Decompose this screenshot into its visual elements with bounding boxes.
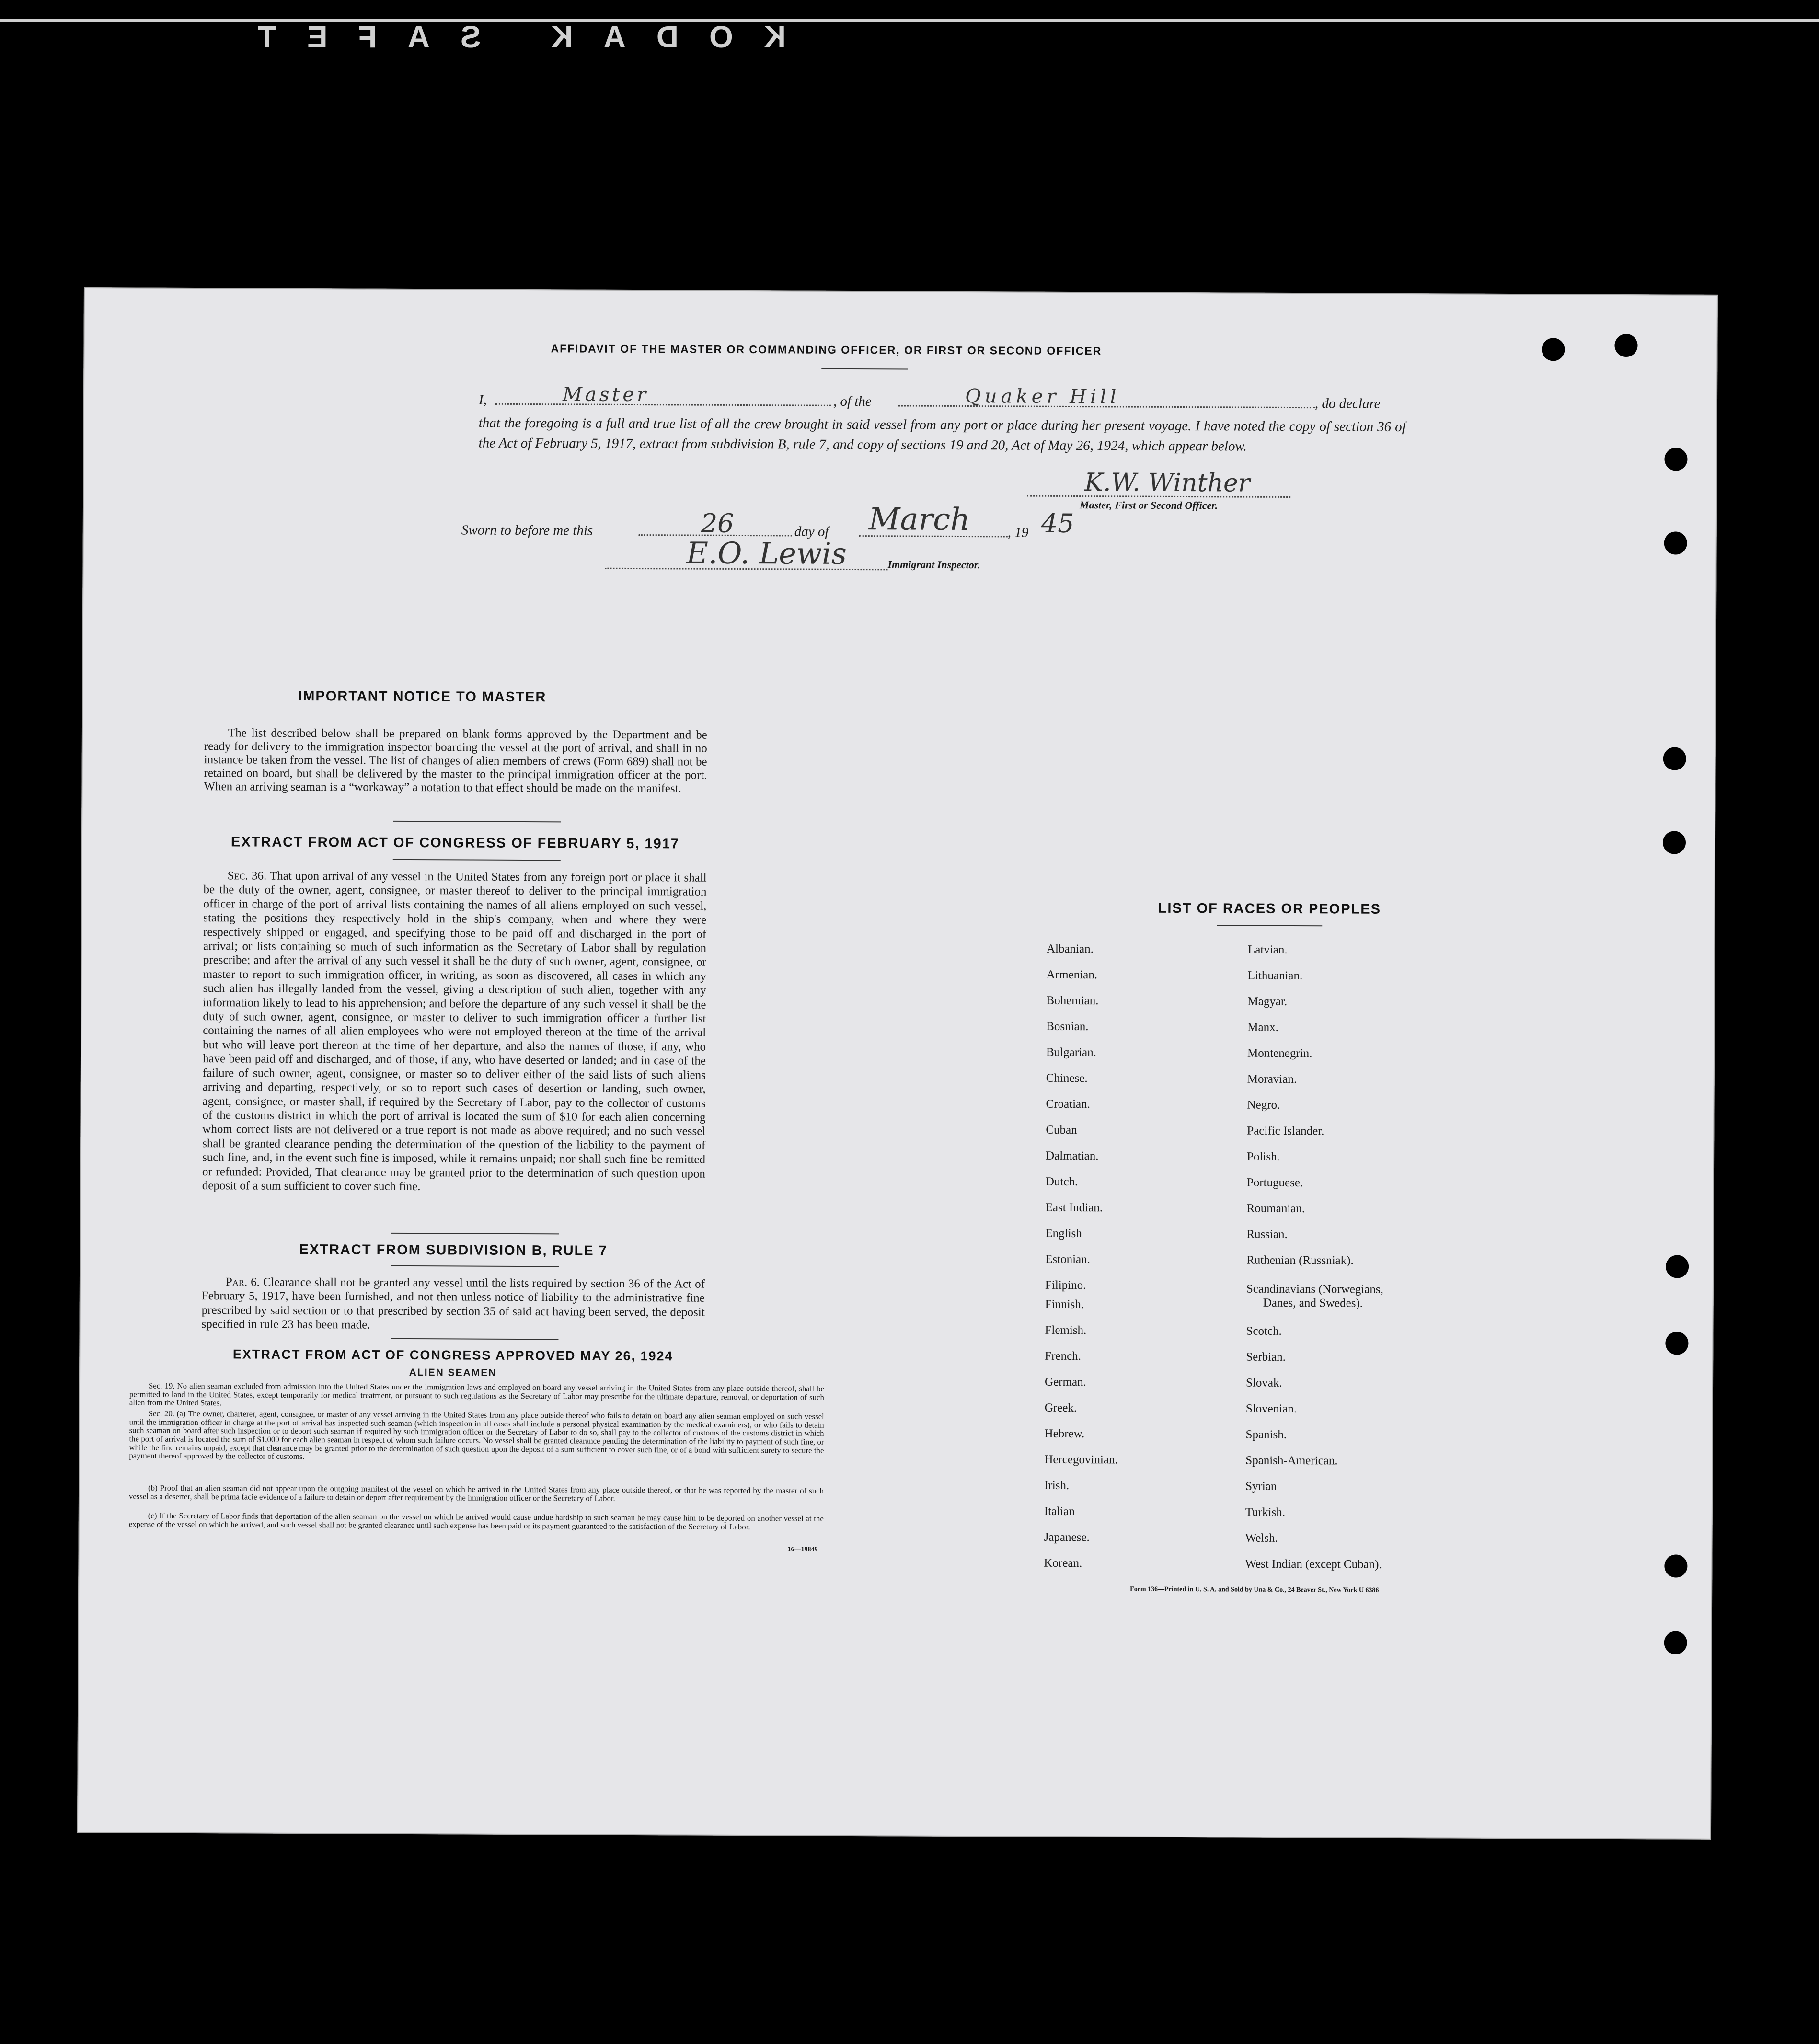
punch-hole [1663, 831, 1686, 854]
rule7-body [201, 1275, 705, 1333]
par6-text: Clearance shall not be granted any vessel until the lists required by section 36 of the Act of February 5, 1917, have been furnished, and not then unless notice of liability to the administrative fine prescribed by said section or to that prescribed by section 35 of said act having been served, the deposit specified in rule 23 has been made. [201, 1275, 705, 1332]
race-left: Albanian. [1046, 942, 1094, 956]
printer-footer: Form 136—Printed in U. S. A. and Sold by Una & Co., 24 Beaver St., New York U 6386 [1130, 1585, 1379, 1594]
race-left: English [1045, 1227, 1082, 1240]
extract-1924-subtitle: ALIEN SEAMEN [409, 1366, 497, 1378]
sec36-label: Sec. 36. [227, 869, 267, 883]
race-right: Danes, and Swedes). [1263, 1296, 1363, 1310]
race-left: Greek. [1044, 1401, 1077, 1415]
race-left: Italian [1044, 1504, 1075, 1518]
race-right: Lithuanian. [1247, 969, 1303, 983]
race-right: Turkish. [1245, 1505, 1286, 1519]
sworn-day: 26 [701, 508, 734, 539]
divider [1217, 925, 1322, 926]
race-right: Manx. [1247, 1021, 1278, 1034]
notice-body: The list described below shall be prepared on blank forms approved by the Department and be ready for delivery to the immigration inspector boarding the vessel at the port of arrival, and shall in no instance be taken from the vessel. The list of changes of alien members of crews (Form 689) shall not be retained on board, but shall be delivered by the master to the principal immigration officer at the port. When an arriving seaman is a “workaway” a notation to that effect should be made on the manifest. [204, 726, 707, 795]
race-right: Magyar. [1247, 995, 1288, 1008]
race-right: Spanish. [1245, 1428, 1287, 1441]
punch-hole [1664, 448, 1687, 471]
races-title: LIST OF RACES OR PEOPLES [1158, 900, 1382, 917]
race-left: Japanese. [1044, 1530, 1090, 1544]
punch-hole [1664, 1554, 1687, 1577]
race-left: Flemish. [1045, 1323, 1087, 1337]
race-right: Pacific Islander. [1247, 1124, 1324, 1138]
rule7-title: EXTRACT FROM SUBDIVISION B, RULE 7 [299, 1241, 608, 1259]
race-left: French. [1045, 1349, 1082, 1363]
race-left: Dalmatian. [1046, 1149, 1099, 1163]
extract-1924-title: EXTRACT FROM ACT OF CONGRESS APPROVED MAY 26, 1924 [232, 1347, 673, 1364]
sworn-mid: day of [794, 524, 829, 540]
sworn-month: March [868, 502, 970, 538]
race-left: Hercegovinian. [1044, 1453, 1118, 1467]
affidavit-title: AFFIDAVIT OF THE MASTER OR COMMANDING OFFICER, OR FIRST OR SECOND OFFICER [551, 342, 1102, 357]
race-left: Irish. [1044, 1479, 1070, 1492]
race-left: Bohemian. [1046, 994, 1099, 1008]
affidavit-section [84, 287, 1718, 571]
race-right: Slovenian. [1245, 1402, 1297, 1416]
punch-hole [1663, 747, 1686, 770]
signature-caption: Master, First or Second Officer. [1079, 499, 1218, 512]
race-right: Latvian. [1247, 943, 1288, 956]
race-right: Serbian. [1246, 1350, 1286, 1364]
inspector-caption: Immigrant Inspector. [887, 558, 980, 571]
par6-label: Par. 6. [225, 1275, 260, 1289]
race-right: Syrian [1245, 1480, 1277, 1493]
film-edge-text: KODAK SAFET [227, 20, 786, 54]
notice-title: IMPORTANT NOTICE TO MASTER [298, 688, 547, 705]
race-right: Scotch. [1246, 1324, 1282, 1338]
line1-suffix: , do declare [1314, 396, 1381, 412]
race-right: Russian. [1246, 1228, 1288, 1241]
race-left: Bosnian. [1046, 1020, 1089, 1033]
punch-hole [1664, 1631, 1687, 1654]
race-left: Hebrew. [1044, 1427, 1085, 1441]
sworn-year: 45 [1041, 508, 1074, 539]
race-left: Bulgarian. [1046, 1045, 1096, 1059]
divider [393, 821, 561, 823]
race-right: Moravian. [1247, 1072, 1297, 1086]
punch-hole [1614, 334, 1637, 357]
race-right: Roumanian. [1246, 1202, 1305, 1216]
divider [393, 859, 561, 861]
punch-hole [1665, 1332, 1688, 1355]
race-right: Montenegrin. [1247, 1046, 1312, 1060]
line1-mid: , of the [833, 393, 872, 410]
punch-hole [1666, 1255, 1689, 1278]
race-right: West Indian (except Cuban). [1245, 1557, 1382, 1571]
extract-1917-body [202, 869, 707, 1195]
vessel-handwritten: Quaker Hill [965, 385, 1120, 408]
name-blank [495, 403, 831, 406]
sec36-text: That upon arrival of any vessel in the United States from any foreign port or place it shall be the duty of the owner, agent, consignee, or master thereof to deliver to the principal immigration officer in charge of the port of arrival lists containing the names of all aliens employed on such vessel, stating the positions they respectively hold in the ship's company, when and where they were respectively shipped or engaged, and specifying those to be paid off and discharged in the port of arrival; or lists containing so much of such information as the Secretary of Labor shall by regulation prescribe; and after the arrival of any such vessel it shall be the duty of such owner, agent, consignee, or master to report to such immigration officer, in writing, as soon as discovered, all cases in which any such alien has illegally landed from the vessel, giving a description of such alien, together with any information likely to lead to his apprehension; and before the departure of any such vessel it shall be the duty of such owner, agent, consignee, or master to deliver to such immigration officer a further list containing the names of all alien employees who were not employed thereon at the time of the arrival but who will leave port thereon at the time of her departure, and also the names of those, if any, who have been paid off and discharged, and of those, if any, who have deserted or landed; and in case of the failure of such owner, agent, consignee, or master so to deliver either of the said lists of such aliens arriving and departing, respectively, or so to report such cases of desertion or landing, such owner, agent, consignee, or master shall, if required by the Secretary of Labor, pay to the collector of customs of the customs district in which the port of arrival is located the sum of $10 for each alien concerning whom correct lists are not delivered or a true report is not made as above required; and no such vessel shall be granted clearance pending the determination of the question of the liability to the payment of such fine, and, in the event such fine is imposed, while it remains unpaid; nor shall such fine be remitted or refunded: Provided, That clearance may be granted prior to the determination of such question upon deposit of a sum sufficient to cover such fine. [202, 869, 707, 1194]
divider [391, 1265, 559, 1267]
race-left: Cuban [1046, 1123, 1077, 1137]
race-right: Spanish-American. [1245, 1454, 1338, 1468]
race-left: German. [1044, 1375, 1086, 1389]
race-left: Filipino. [1045, 1278, 1086, 1292]
sec19-text: Sec. 19. No alien seaman excluded from admission into the United States under the immigration laws and employed on board any vessel arriving in the United States from any place outside thereof, shall be permitted to land in the United States, except temporarily for medical treatment, or pursuant to such regulations as the Secretary of Labor may prescribe for the ultimate departure, removal, or deportation of such alien from the United States. [129, 1381, 825, 1408]
race-left: Korean. [1044, 1556, 1082, 1570]
sec20a-text: Sec. 20. (a) The owner, charterer, agent, consignee, or master of any vessel arriving in the United States from any place outside thereof who fails to detain on board any alien seaman employed on such vessel until the immigration officer in charge at the port of arrival has inspected such seaman (which inspection in all cases shall include a personal physical examination by the medical examiners), or who fails to detain such seaman on board after such inspection or to deport such seaman if required by such immigration officer or the Secretary of Labor to do so, shall pay to the collector of customs of the customs district in which the port of arrival is located the sum of $1,000 for each alien seaman in respect of whom such failure occurs. No vessel shall be granted clearance pending the determination of the liability to payment of such fine, or while the fine remains unpaid, except that clearance may be granted prior to the determination of such question upon the deposit of a sum sufficient to cover such fine, or of a bond with sufficient surety to secure the payment thereof approved by the collector of customs. [129, 1409, 824, 1461]
race-right: Slovak. [1245, 1376, 1282, 1389]
document-sheet [77, 287, 1718, 1840]
sec20b-text: (b) Proof that an alien seaman did not appear upon the outgoing manifest of the vessel on which he arrived in the United States from any place outside thereof, or that he was reported by the master of such vessel as a deserter, shall be prima facie evidence of a failure to detain or deport after requirement by the immigration officer or the Secretary of Labor. [128, 1483, 824, 1503]
divider [391, 1233, 559, 1235]
punch-hole [1542, 338, 1565, 361]
race-right: Welsh. [1245, 1531, 1278, 1545]
inspector-signature: E.O. Lewis [686, 535, 847, 571]
race-left: Chinese. [1046, 1071, 1088, 1085]
race-right: Scandinavians (Norwegians, [1246, 1282, 1384, 1296]
line1-prefix: I, [478, 392, 487, 408]
sec20c-text: (c) If the Secretary of Labor finds that deportation of the alien seaman on the vessel on which he arrived would cause undue hardship to such seaman he may cause him to be deported on another vessel at the expense of the vessel on which he arrived, and such vessel shall not be granted clearance until such expense has been paid or its payment guaranteed to the satisfaction of the Secretary of Labor. [128, 1511, 824, 1531]
race-right: Portuguese. [1246, 1176, 1303, 1190]
affidavit-body: that the foregoing is a full and true list of all the crew brought in said vessel from any port or place during her present voyage. I have noted the copy of section 36 of the Act of February 5, 1917, extract from subdivision B, rule 7, and copy of sections 19 and 20, Act of May 26, 1924, which appear below. [478, 415, 1406, 454]
name-handwritten: Master [562, 383, 649, 406]
sworn-year-prefix: , 19 [1007, 525, 1029, 540]
race-right: Polish. [1247, 1150, 1280, 1163]
divider [821, 368, 908, 370]
race-right: Ruthenian (Russniak). [1246, 1253, 1354, 1267]
divider [391, 1338, 558, 1340]
punch-hole [1664, 531, 1687, 554]
affidavit-line1 [479, 392, 487, 408]
form-code: 16—19849 [787, 1546, 818, 1553]
race-left: Armenian. [1046, 968, 1098, 982]
race-left: Croatian. [1046, 1097, 1090, 1111]
race-left: Estonian. [1045, 1252, 1090, 1266]
master-signature: K.W. Winther [1084, 468, 1250, 498]
sworn-prefix: Sworn to before me this [461, 522, 593, 539]
extract-1917-title: EXTRACT FROM ACT OF CONGRESS OF FEBRUARY 5, 1917 [230, 834, 680, 852]
race-left: Dutch. [1045, 1175, 1078, 1189]
race-right: Negro. [1247, 1098, 1280, 1112]
race-left: Finnish. [1045, 1298, 1084, 1311]
race-left: East Indian. [1045, 1201, 1103, 1215]
